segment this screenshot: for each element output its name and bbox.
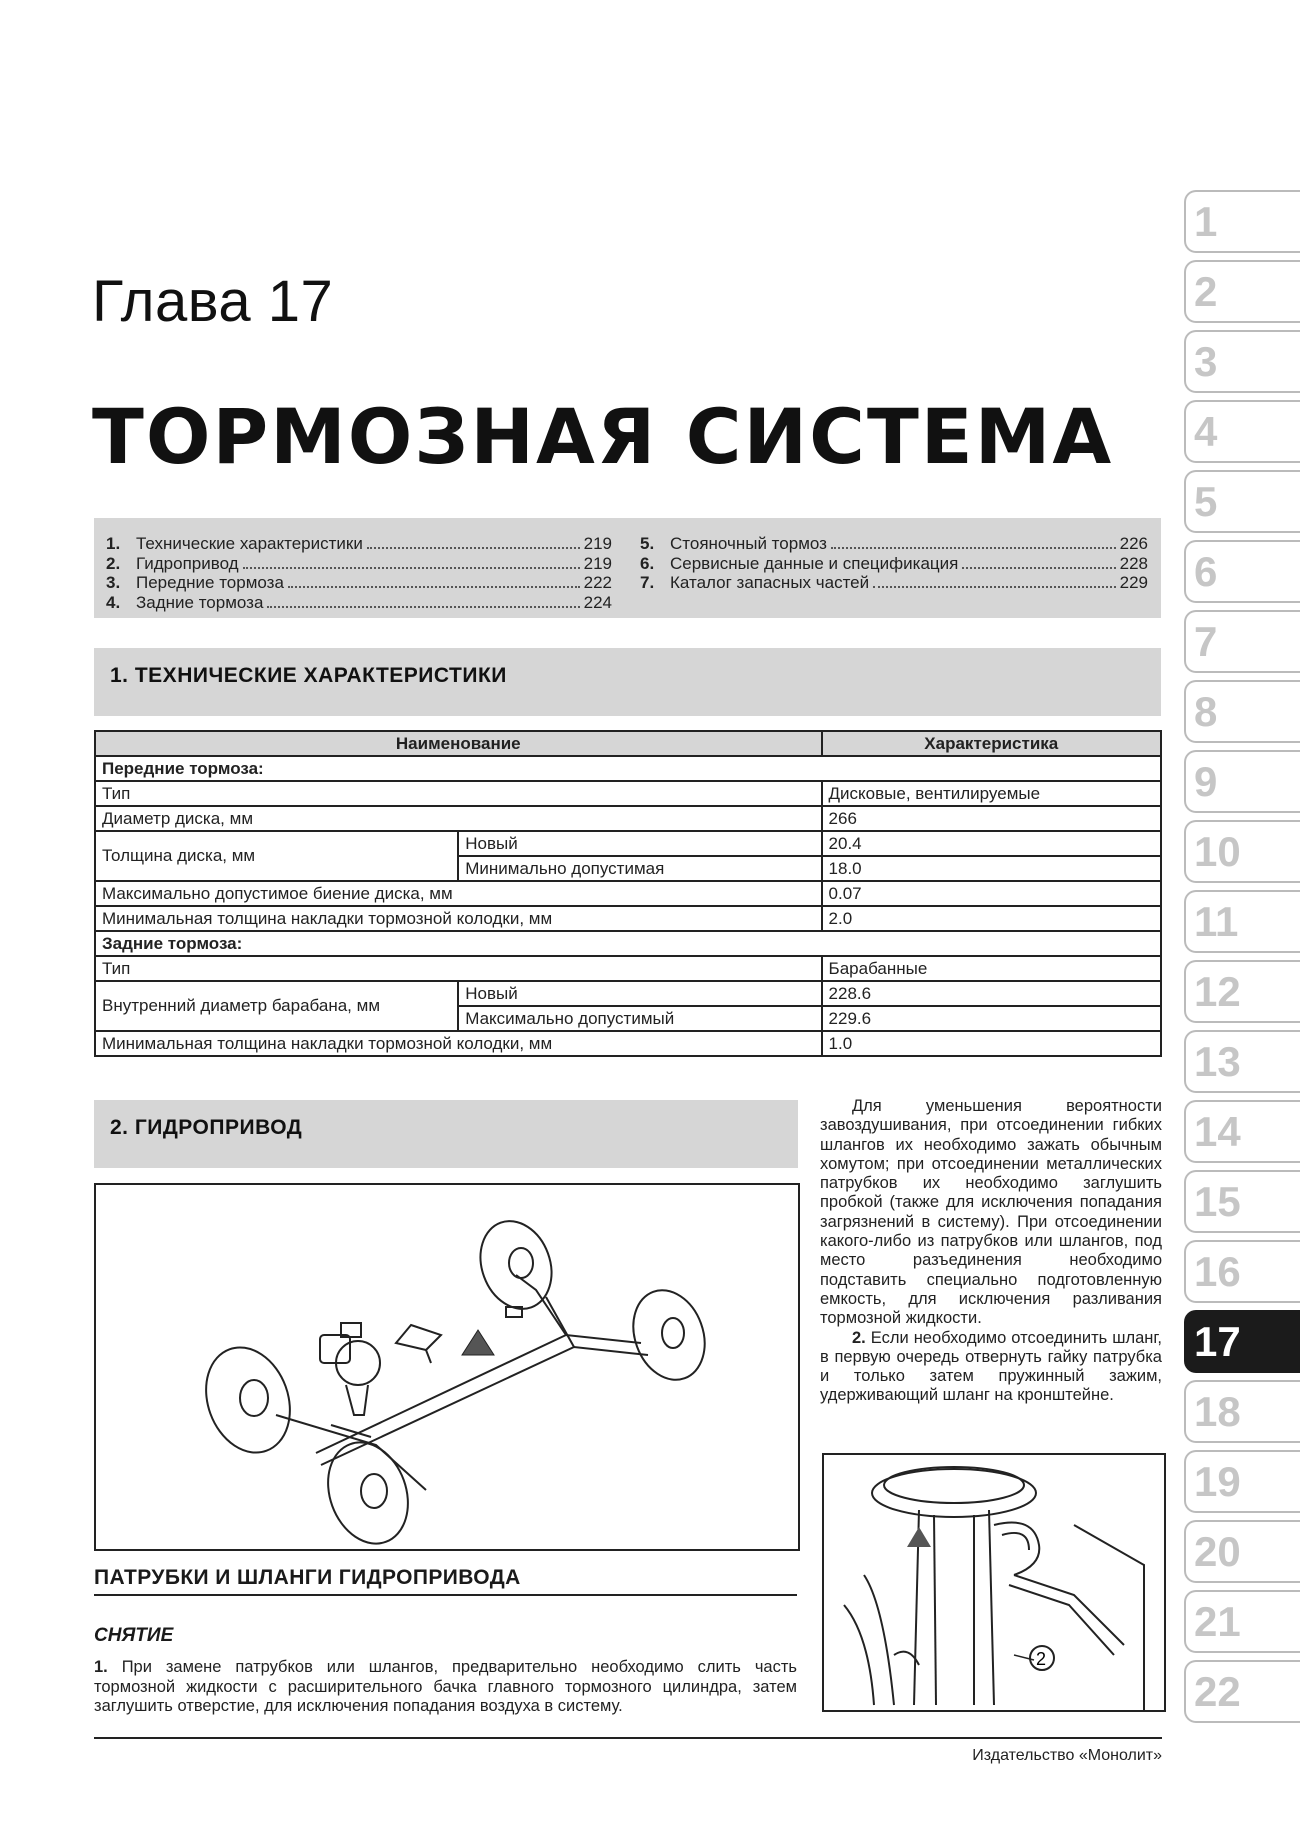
table-row: Минимальная толщина накладки тормозной колодки, мм 1.0 bbox=[95, 1031, 1161, 1056]
chapter-tab-11[interactable] bbox=[1184, 890, 1300, 953]
chapter-tab-label: 7 bbox=[1194, 618, 1218, 665]
table-row: Минимальная толщина накладки тормозной колодки, мм 2.0 bbox=[95, 906, 1161, 931]
chapter-tab-12[interactable] bbox=[1184, 960, 1300, 1023]
table-row: Максимально допустимое биение диска, мм 0.07 bbox=[95, 881, 1161, 906]
chapter-tab-label: 8 bbox=[1194, 688, 1218, 735]
chapter-tab-label: 11 bbox=[1194, 898, 1239, 945]
chapter-tab-label: 5 bbox=[1194, 478, 1218, 525]
chapter-tab-label: 13 bbox=[1194, 1038, 1241, 1085]
chapter-tab-label: 18 bbox=[1194, 1388, 1241, 1435]
hose-bracket-diagram bbox=[822, 1453, 1166, 1712]
chapter-tab-7[interactable] bbox=[1184, 610, 1300, 673]
chapter-tab-17[interactable] bbox=[1184, 1310, 1300, 1373]
hose-bracket-illustration bbox=[824, 1455, 1164, 1710]
contents-left-column bbox=[106, 534, 612, 612]
chapter-tab-15[interactable] bbox=[1184, 1170, 1300, 1233]
step-1: 1. При замене патрубков или шлангов, предварительно необходимо слить часть тормозной жидкости с расширительного бачка главного тормозного цилиндра, затем заглушить отверстие, для исключения попадания воздуха в систему. bbox=[94, 1658, 797, 1715]
column-header-value: Характеристика bbox=[822, 731, 1161, 756]
chapter-tab-19[interactable] bbox=[1184, 1450, 1300, 1513]
brake-layout-illustration bbox=[96, 1185, 798, 1549]
section-title: 1. ТЕХНИЧЕСКИЕ ХАРАКТЕРИСТИКИ bbox=[110, 664, 507, 687]
contents-item[interactable]: 4. Задние тормоза 224 bbox=[106, 592, 612, 612]
contents-item[interactable]: 3. Передние тормоза 222 bbox=[106, 573, 612, 592]
chapter-tab-label: 4 bbox=[1194, 408, 1218, 455]
chapter-tab-22[interactable] bbox=[1184, 1660, 1300, 1723]
contents-item[interactable]: 6. Сервисные данные и спецификация 228 bbox=[640, 553, 1148, 573]
chapter-tab-2[interactable] bbox=[1184, 260, 1300, 323]
section-header-hydraulics bbox=[94, 1100, 798, 1168]
chapter-tab-label: 20 bbox=[1194, 1528, 1241, 1575]
chapter-tab-16[interactable] bbox=[1184, 1240, 1300, 1303]
contents-right-column bbox=[640, 534, 1148, 593]
contents-item[interactable]: 5. Стояночный тормоз 226 bbox=[640, 534, 1148, 553]
group-front-brakes: Передние тормоза: bbox=[95, 756, 1161, 781]
table-row: Максимально допустимый 229.6 bbox=[95, 1006, 1161, 1031]
table-row: Тип Барабанные bbox=[95, 956, 1161, 981]
chapter-tab-3[interactable] bbox=[1184, 330, 1300, 393]
chapter-tab-label: 1 bbox=[1194, 198, 1218, 245]
chapter-tab-label: 6 bbox=[1194, 548, 1218, 595]
chapter-tab-label: 16 bbox=[1194, 1248, 1241, 1295]
chapter-tab-9[interactable] bbox=[1184, 750, 1300, 813]
chapter-tab-21[interactable] bbox=[1184, 1590, 1300, 1653]
brake-system-diagram bbox=[94, 1183, 800, 1551]
step-2: 2. Если необходимо отсоединить шланг, в первую очередь отвернуть гайку патрубка и только затем пружинный зажим, удерживающий шланг на кронштейне. bbox=[820, 1328, 1162, 1405]
section-title: 2. ГИДРОПРИВОД bbox=[110, 1116, 303, 1139]
publisher-footer: Издательство «Монолит» bbox=[972, 1747, 1162, 1764]
chapter-tab-label: 21 bbox=[1194, 1598, 1241, 1645]
chapter-tab-label: 9 bbox=[1194, 758, 1218, 805]
column-header-name: Наименование bbox=[95, 731, 822, 756]
chapter-tab-10[interactable] bbox=[1184, 820, 1300, 883]
table-row: Тип Дисковые, вентилируемые bbox=[95, 781, 1161, 806]
chapter-title: ТОРМОЗНАЯ СИСТЕМА bbox=[92, 392, 1114, 481]
group-rear-brakes: Задние тормоза: bbox=[95, 931, 1161, 956]
subsection-title: ПАТРУБКИ И ШЛАНГИ ГИДРОПРИВОДА bbox=[94, 1566, 521, 1589]
table-row: Внутренний диаметр барабана, мм Новый 228.6 bbox=[95, 981, 1161, 1006]
chapter-tab-label: 17 bbox=[1194, 1318, 1241, 1365]
hydraulics-text bbox=[820, 1097, 1162, 1406]
table-row: Толщина диска, мм Новый 20.4 bbox=[95, 831, 1161, 856]
chapter-tab-label: 15 bbox=[1194, 1178, 1241, 1225]
table-row: Минимально допустимая 18.0 bbox=[95, 856, 1161, 881]
chapter-tab-label: 10 bbox=[1194, 828, 1241, 875]
paragraph: Для уменьшения вероятности завоздушивания, при отсоединении гибких шлангов их необходимо зажать обычным хомутом; при отсоединении металлических патрубков их необходимо заглушить пробкой (также для исключения попадания загрязнений в систему). При отсоединении какого-либо из патрубков или шлангов, под место разъединения необходимо подставить специально подготовленную емкость, для исключения разливания тормозной жидкости. bbox=[820, 1097, 1162, 1328]
contents-item[interactable]: 2. Гидропривод 219 bbox=[106, 553, 612, 573]
subsection-divider bbox=[94, 1594, 797, 1596]
chapter-tab-18[interactable] bbox=[1184, 1380, 1300, 1443]
chapter-tab-8[interactable] bbox=[1184, 680, 1300, 743]
callout-number: 2 bbox=[1036, 1649, 1047, 1669]
chapter-contents bbox=[94, 518, 1161, 618]
contents-item[interactable]: 7. Каталог запасных частей 229 bbox=[640, 573, 1148, 592]
chapter-tab-20[interactable] bbox=[1184, 1520, 1300, 1583]
chapter-tab-label: 3 bbox=[1194, 338, 1218, 385]
chapter-tab-6[interactable] bbox=[1184, 540, 1300, 603]
chapter-tab-5[interactable] bbox=[1184, 470, 1300, 533]
chapter-tab-label: 14 bbox=[1194, 1108, 1241, 1155]
table-group-row bbox=[95, 756, 1161, 781]
table-header-row bbox=[95, 731, 1161, 756]
section-header-specs bbox=[94, 648, 1161, 716]
chapter-tab-label: 22 bbox=[1194, 1668, 1241, 1715]
chapter-tab-13[interactable] bbox=[1184, 1030, 1300, 1093]
table-row: Диаметр диска, мм 266 bbox=[95, 806, 1161, 831]
chapter-tab-label: 19 bbox=[1194, 1458, 1241, 1505]
chapter-tab-1[interactable] bbox=[1184, 190, 1300, 253]
chapter-tab-4[interactable] bbox=[1184, 400, 1300, 463]
footer-divider bbox=[94, 1737, 1162, 1739]
contents-item[interactable]: 1. Технические характеристики 219 bbox=[106, 534, 612, 553]
chapter-tab-label: 12 bbox=[1194, 968, 1241, 1015]
chapter-tab-label: 2 bbox=[1194, 268, 1218, 315]
chapter-label: Глава 17 bbox=[92, 269, 334, 334]
chapter-tab-14[interactable] bbox=[1184, 1100, 1300, 1163]
specs-table bbox=[94, 730, 1162, 1057]
removal-heading: СНЯТИЕ bbox=[94, 1625, 174, 1646]
table-group-row bbox=[95, 931, 1161, 956]
